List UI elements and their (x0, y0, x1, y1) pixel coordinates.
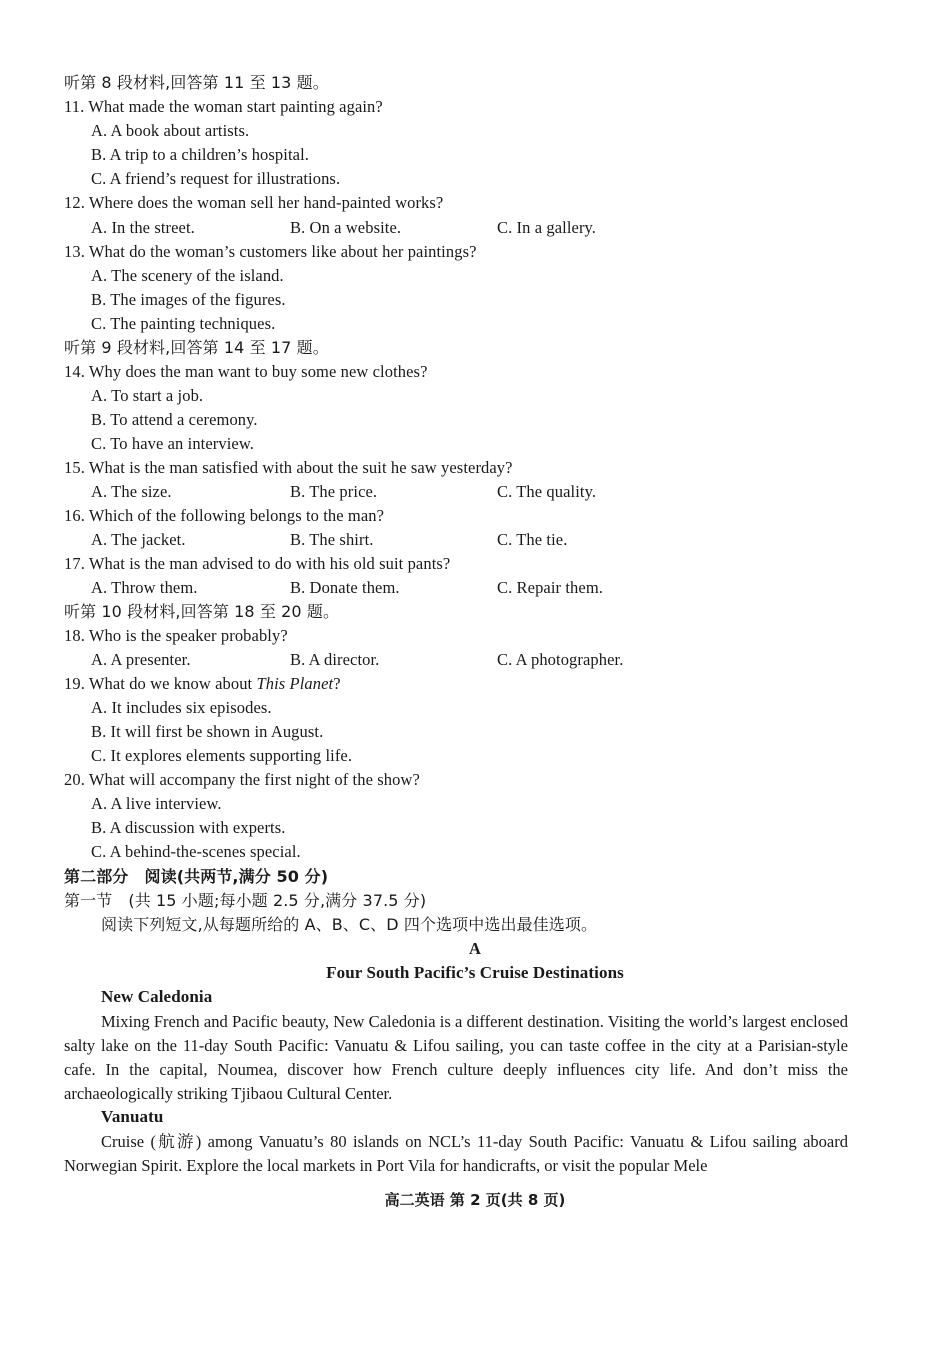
question-19-stem (64, 673, 341, 695)
question-15-stem: 15. What is the man satisfied with about the suit he saw yesterday? (64, 458, 513, 477)
question-11-option-a: A. A book about artists. (91, 121, 250, 140)
question-20-option-b: B. A discussion with experts. (91, 818, 286, 837)
question-19-stem-prefix: 19. What do we know about (64, 674, 257, 693)
passage-letter: A (468, 939, 482, 958)
part-2-section-1: 第一节 (共 15 小题;每小题 2.5 分,满分 37.5 分) (64, 891, 427, 910)
heading-new-caledonia: New Caledonia (101, 987, 213, 1006)
question-17-option-c: C. Repair them. (497, 578, 603, 597)
question-12-stem: 12. Where does the woman sell her hand-painted works? (64, 193, 444, 212)
question-11-option-b: B. A trip to a children’s hospital. (91, 145, 309, 164)
section-8-header: 听第 8 段材料,回答第 11 至 13 题。 (64, 73, 329, 92)
question-20-stem: 20. What will accompany the first night of the show? (64, 770, 420, 789)
heading-vanuatu: Vanuatu (101, 1107, 164, 1126)
paragraph-new-caledonia: Mixing French and Pacific beauty, New Caledonia is a different destination. Visiting the world’s largest enclosed salty lake on the 11-day South Pacific: Vanuatu & Lifou sailing, you can taste coffee in the city at a Parisian-style cafe. In the capital, Noumea, discover how French culture deeply influences city life. And don’t miss the archaeologically striking Tjibaou Cultural Center. (64, 1012, 848, 1103)
page-footer: 高二英语 第 2 页(共 8 页) (384, 1191, 566, 1209)
question-19-option-b: B. It will first be shown in August. (91, 722, 324, 741)
section-10-header: 听第 10 段材料,回答第 18 至 20 题。 (64, 602, 340, 621)
question-14-option-b: B. To attend a ceremony. (91, 410, 258, 429)
question-12-option-a: A. In the street. (91, 218, 195, 237)
passage-title: Four South Pacific’s Cruise Destinations (326, 963, 624, 982)
question-18-option-c: C. A photographer. (497, 650, 624, 669)
question-14-stem: 14. Why does the man want to buy some new clothes? (64, 362, 428, 381)
question-19-option-c: C. It explores elements supporting life. (91, 746, 353, 765)
question-14-option-a: A. To start a job. (91, 386, 204, 405)
question-20-option-c: C. A behind-the-scenes special. (91, 842, 301, 861)
question-12-option-c: C. In a gallery. (497, 218, 597, 237)
question-14-option-c: C. To have an interview. (91, 434, 254, 453)
question-16-option-a: A. The jacket. (91, 530, 186, 549)
question-17-option-a: A. Throw them. (91, 578, 198, 597)
question-15-option-b: B. The price. (290, 482, 378, 501)
question-15-option-c: C. The quality. (497, 482, 597, 501)
question-13-option-a: A. The scenery of the island. (91, 266, 284, 285)
question-13-stem: 13. What do the woman’s customers like about her paintings? (64, 242, 477, 261)
question-15-option-a: A. The size. (91, 482, 172, 501)
question-11-option-c: C. A friend’s request for illustrations. (91, 169, 341, 188)
question-16-stem: 16. Which of the following belongs to the man? (64, 506, 385, 525)
part-2-title: 第二部分 阅读(共两节,满分 50 分) (64, 867, 329, 886)
question-18-option-a: A. A presenter. (91, 650, 191, 669)
question-13-option-b: B. The images of the figures. (91, 290, 286, 309)
question-18-option-b: B. A director. (290, 650, 380, 669)
question-16-option-c: C. The tie. (497, 530, 568, 549)
question-13-option-c: C. The painting techniques. (91, 314, 276, 333)
paragraph-vanuatu: Cruise (航游) among Vanuatu’s 80 islands on NCL’s 11-day South Pacific: Vanuatu & Lifou sailing aboard Norwegian Spirit. Explore the local markets in Port Vila for handicrafts, or visit the popular Mele (64, 1132, 848, 1175)
section-9-header: 听第 9 段材料,回答第 14 至 17 题。 (64, 338, 329, 357)
question-17-option-b: B. Donate them. (290, 578, 400, 597)
part-2-instruction: 阅读下列短文,从每题所给的 A、B、C、D 四个选项中选出最佳选项。 (101, 915, 598, 934)
question-19-stem-title: This Planet (256, 674, 334, 693)
question-18-stem: 18. Who is the speaker probably? (64, 626, 288, 645)
question-20-option-a: A. A live interview. (91, 794, 222, 813)
question-16-option-b: B. The shirt. (290, 530, 374, 549)
question-19-option-a: A. It includes six episodes. (91, 698, 272, 717)
question-17-stem: 17. What is the man advised to do with his old suit pants? (64, 554, 451, 573)
question-12-option-b: B. On a website. (290, 218, 402, 237)
question-11-stem: 11. What made the woman start painting again? (64, 97, 383, 116)
question-19-stem-suffix: ? (333, 674, 341, 693)
